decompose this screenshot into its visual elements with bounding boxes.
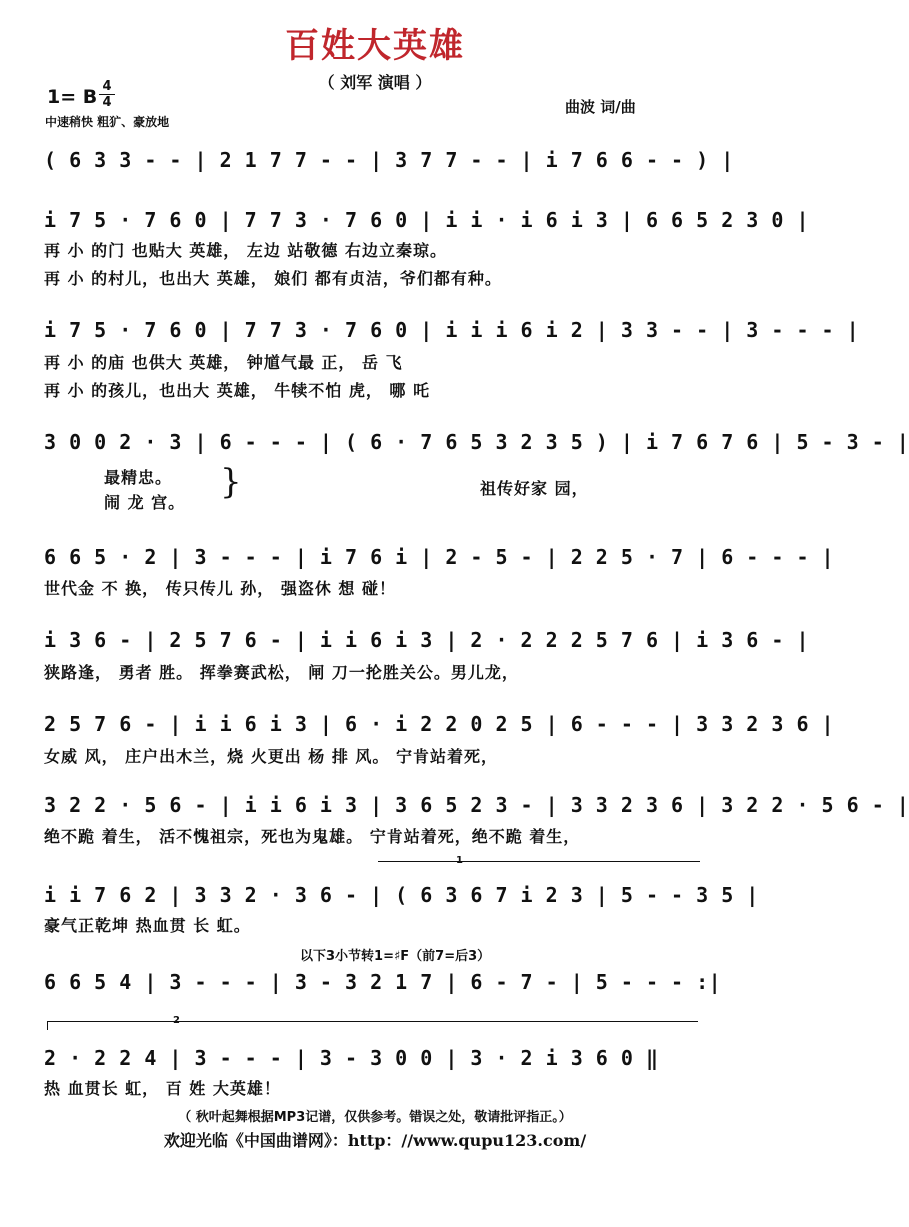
lyric-row-5: 世代金 不 换， 传只传儿 孙， 强盗休 想 碰！ (44, 579, 396, 598)
notation-row-5: 6 6 5 · 2 | 3 - - - | i 7 6 i | 2 - 5 - | 2 2 5 · 7 | 6 - - - | (44, 545, 835, 569)
lyric-row-11: 热 血贯长 虹， 百 姓 大英雄！ (44, 1079, 281, 1098)
modulation-note: 以下3小节转1=♯F（前7=后3） (300, 949, 491, 964)
singer-credit: （ 刘军 演唱 ） (318, 73, 432, 92)
lyric-row-2-verse-1: 再 小 的门 也贴大 英雄， 左边 站敬德 右边立秦琼。 (44, 241, 447, 260)
lyric-row-4-verse-1: 最精忠。 (104, 468, 173, 487)
meter-bottom: 4 (102, 95, 112, 110)
key-signature: 1= B (47, 86, 98, 108)
lyric-row-9: 豪气正乾坤 热血贯 长 虹。 (44, 916, 251, 935)
transcription-note: （ 秋叶起舞根据MP3记谱，仅供参考。错误之处，敬请批评指正。） (178, 1110, 572, 1125)
verse-brace: } (220, 462, 242, 502)
volta-bracket-1 (378, 861, 700, 862)
notation-row-11: 2 · 2 2 4 | 3 - - - | 3 - 3 0 0 | 3 · 2 i 3 6 0 ‖ (44, 1046, 659, 1070)
lyric-row-6: 狭路逢， 勇者 胜。 挥拳赛武松， 闸 刀一抡胜关公。男儿龙， (44, 663, 519, 682)
lyric-row-3-verse-1: 再 小 的庙 也供大 英雄， 钟馗气最 正， 岳 飞 (44, 353, 403, 372)
volta-number-1: 1 (456, 855, 463, 866)
notation-row-9: i i 7 6 2 | 3 3 2 · 3 6 - | ( 6 3 6 7 i 2 3 | 5 - - 3 5 | (44, 883, 759, 907)
notation-row-8: 3 2 2 · 5 6 - | i i 6 i 3 | 3 6 5 2 3 - | 3 3 2 3 6 | 3 2 2 · 5 6 - | (44, 793, 909, 817)
time-signature (99, 80, 115, 109)
lyric-row-4-shared: 祖传好家 园， (480, 479, 589, 498)
lyric-row-4-verse-2: 闹 龙 宫。 (104, 493, 186, 512)
meter-top: 4 (102, 79, 112, 94)
notation-row-10: 6 6 5 4 | 3 - - - | 3 - 3 2 1 7 | 6 - 7 - | 5 - - - :| (44, 970, 722, 994)
lyric-row-2-verse-2: 再 小 的村儿，也出大 英雄， 娘们 都有贞洁，爷们都有种。 (44, 269, 502, 288)
notation-row-4: 3 0 0 2 · 3 | 6 - - - | ( 6 · 7 6 5 3 2 3 5 ) | i 7 6 7 6 | 5 - 3 - | (44, 430, 909, 454)
website-credit: 欢迎光临《中国曲谱网》：http：//www.qupu123.com/ (163, 1131, 587, 1150)
lyric-row-8: 绝不跪 着生， 活不愧祖宗，死也为鬼雄。 宁肯站着死，绝不跪 着生， (44, 827, 581, 846)
lyric-row-3-verse-2: 再 小 的孩儿，也出大 英雄， 牛犊不怕 虎， 哪 吒 (44, 381, 430, 400)
notation-row-2: i 7 5 · 7 6 0 | 7 7 3 · 7 6 0 | i i · i 6 i 3 | 6 6 5 2 3 0 | (44, 208, 810, 232)
volta-bracket-2 (47, 1021, 698, 1030)
notation-row-7: 2 5 7 6 - | i i 6 i 3 | 6 · i 2 2 0 2 5 | 6 - - - | 3 3 2 3 6 | (44, 712, 835, 736)
composer-credit: 曲波 词/曲 (565, 98, 636, 116)
volta-number-2: 2 (173, 1015, 180, 1026)
lyric-row-7: 女威 风， 庄户出木兰，烧 火更出 杨 排 风。 宁肯站着死， (44, 747, 498, 766)
tempo-marking: 中速稍快 粗犷、豪放地 (45, 115, 170, 129)
notation-row-1: ( 6 3 3 - - | 2 1 7 7 - - | 3 7 7 - - | i 7 6 6 - - ) | (44, 148, 734, 172)
notation-row-6: i 3 6 - | 2 5 7 6 - | i i 6 i 3 | 2 · 2 2 2 5 7 6 | i 3 6 - | (44, 628, 810, 652)
notation-row-3: i 7 5 · 7 6 0 | 7 7 3 · 7 6 0 | i i i 6 i 2 | 3 3 - - | 3 - - - | (44, 318, 860, 342)
song-title: 百姓大英雄 (285, 26, 465, 66)
